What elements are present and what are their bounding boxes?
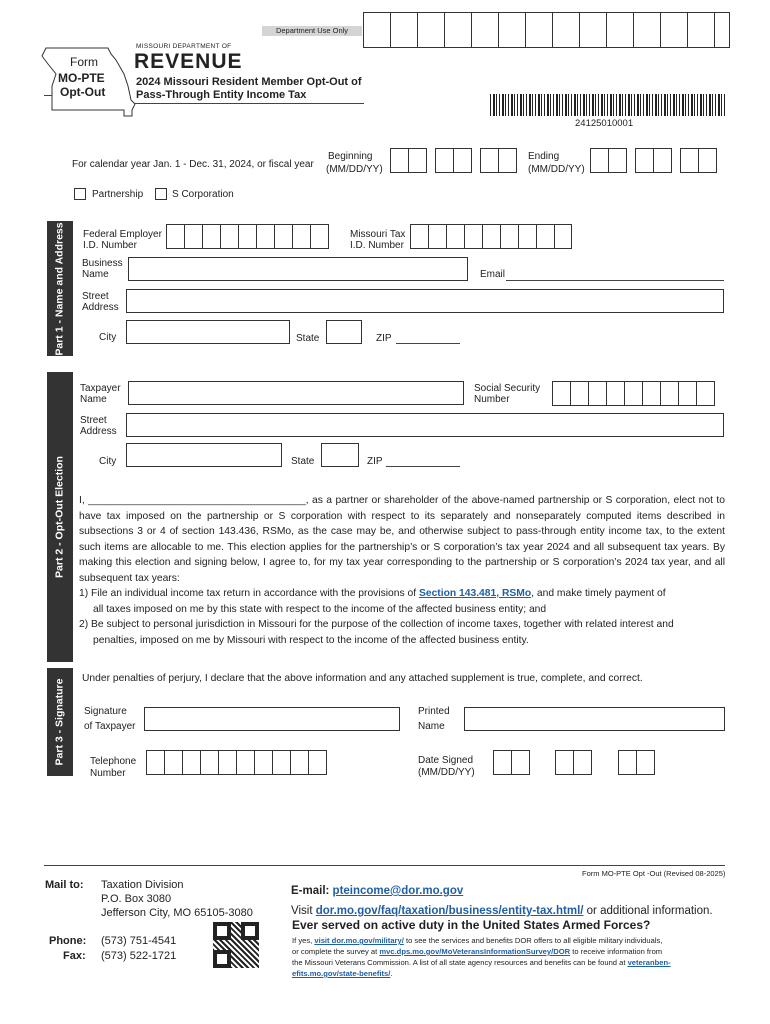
p2-street-address-input[interactable] [126,413,724,437]
mail-line-2: P.O. Box 3080 [101,893,172,905]
calendar-year-text: For calendar year Jan. 1 - Dec. 31, 2024, or fiscal year [72,159,314,170]
s-corporation-label: S Corporation [172,189,234,200]
form-code-dash [44,95,52,96]
barcode [490,94,725,116]
date-signed-label-1: Date Signed [418,755,474,766]
entity-tax-link[interactable]: dor.mo.gov/faq/taxation/business/entity-tax.html/ [315,905,584,917]
email-input[interactable] [506,280,724,281]
form-title-line2: Pass-Through Entity Income Tax [136,89,307,101]
department-use-label: Department Use Only [262,26,362,36]
armed-forces-heading: Ever served on active duty in the United States Armed Forces? [292,918,651,932]
mo-tax-id-label-1: Missouri Tax [350,229,406,240]
form-code-line1: MO-PTE [58,71,105,85]
taxpayer-name-input[interactable] [128,381,464,405]
military-link[interactable]: visit dor.mo.gov/military/ [314,936,404,945]
street-label-2: Address [82,302,119,313]
perjury-statement: Under penalties of perjury, I declare that the above information and any attached supplement is true, complete, and correct. [82,673,643,684]
zip-input[interactable] [396,343,460,344]
mo-tax-id-label-2: I.D. Number [350,240,404,251]
s-corporation-checkbox[interactable] [155,188,167,200]
title-rule [134,103,364,104]
phone-value: (573) 751-4541 [101,935,177,947]
p2-city-input[interactable] [126,443,282,467]
ssn-label-1: Social Security [474,383,541,394]
email-contact: E-mail: pteincome@dor.mo.gov [291,885,464,897]
election-item-1-line2: all taxes imposed on me by this state with respect to the income of the affected business entity; and [93,604,547,615]
agency-small-text: MISSOURI DEPARTMENT OF [136,43,232,50]
partnership-label: Partnership [92,189,144,200]
veterans-survey-link[interactable]: mvc.dps.mo.gov/MoVeteransInformationSurvey/DOR [379,947,571,956]
form-title-line1: 2024 Missouri Resident Member Opt-Out of [136,76,362,88]
printed-name-input[interactable] [464,707,725,731]
business-name-input[interactable] [128,257,468,281]
beginning-format: (MM/DD/YY) [326,164,383,175]
printed-name-label-1: Printed [418,706,450,717]
agency-logo: REVENUE [134,50,243,73]
state-input[interactable] [326,320,362,344]
p2-state-input[interactable] [321,443,359,467]
printed-name-label-2: Name [418,721,445,732]
city-label: City [99,332,117,343]
business-name-label-2: Name [82,269,109,280]
signature-label-1: Signature [84,706,127,717]
election-item-2: 2) Be subject to personal jurisdiction in Missouri for the purpose of the collection of income taxes, together with related interest and [79,619,674,630]
visit-line: Visit dor.mo.gov/faq/taxation/business/entity-tax.html/ or additional information. [291,905,713,917]
ssn-label-2: Number [474,394,510,405]
part2-bar: Part 2 - Opt-Out Election [47,372,73,662]
part1-bar: Part 1 - Name and Address [47,221,73,356]
date-signed-label-2: (MM/DD/YY) [418,767,475,778]
signature-input[interactable] [144,707,400,731]
partnership-checkbox[interactable] [74,188,86,200]
p2-zip-label: ZIP [367,456,383,467]
email-label: Email [480,269,506,280]
ending-label: Ending [528,151,560,162]
footer-rule [44,865,725,866]
section-143-481-link[interactable]: Section 143.481, RSMo [418,588,532,599]
street-label-1: Street [82,291,109,302]
military-line-4: efits.mo.gov/state-benefits/. [292,969,393,978]
election-paragraph: I, ______________________________________, as a partner or shareholder of the above-named partnership or S corporation, elect not to have tax imposed on the partnership or S corporation with respect to its separately and nonseparately computed items described in subsections 3 or 4 of section 143.436, RSMo, as the case may be, and otherwise subject to pass-through entity income tax, to the extent such items are allocable to me. This election applies for the partnership’s or S corporation’s tax year 2024 and all subsequent tax years. By making this election and signing below, I agree to, for my tax year corresponding to the partnership or S corporation’s 2024 tax year, and all subsequent tax years: [79,495,725,584]
city-input[interactable] [126,320,290,344]
fein-label-2: I.D. Number [83,240,137,251]
qr-code-icon[interactable] [213,922,259,968]
fax-label: Fax: [63,950,86,962]
mail-line-3: Jefferson City, MO 65105-3080 [101,907,253,919]
form-code-line2: Opt-Out [60,85,106,99]
fein-label-1: Federal Employer [83,229,162,240]
p2-state-label: State [291,456,315,467]
email-link[interactable]: pteincome@dor.mo.gov [332,885,464,897]
election-item-1: 1) File an individual income tax return in accordance with the provisions of Section 143.481, RSMo, and make timely payment of [79,588,666,599]
veteran-benefits-link[interactable]: veteranben- [627,958,671,967]
signature-label-2: of Taxpayer [84,721,136,732]
military-line-2: or complete the survey at mvc.dps.mo.gov/MoVeteransInformationSurvey/DOR to receive information from [292,947,663,956]
business-name-label-1: Business [82,258,123,269]
p2-city-label: City [99,456,117,467]
beginning-label: Beginning [328,151,373,162]
zip-label: ZIP [376,333,392,344]
part3-bar: Part 3 - Signature [47,668,73,776]
ending-format: (MM/DD/YY) [528,164,585,175]
mail-to-label: Mail to: [45,879,84,891]
state-label: State [296,333,320,344]
barcode-number: 24125010001 [575,118,634,129]
telephone-label-1: Telephone [90,756,137,767]
p2-street-label-2: Address [80,426,117,437]
form-revision: Form MO-PTE Opt -Out (Revised 08-2025) [582,869,726,878]
military-line-1: If yes, visit dor.mo.gov/military/ to see the services and benefits DOR offers to all eligible military individuals, [292,936,663,945]
p2-street-label-1: Street [80,415,107,426]
phone-label: Phone: [49,935,87,947]
telephone-label-2: Number [90,768,126,779]
mail-line-1: Taxation Division [101,879,184,891]
p2-zip-input[interactable] [386,466,460,467]
taxpayer-name-label-1: Taxpayer [80,383,121,394]
military-line-3: the Missouri Veterans Commission. A list of all state agency resources and benefits can be found at veteranben- [292,958,671,967]
taxpayer-name-label-2: Name [80,394,107,405]
election-item-2-line2: penalties, imposed on me by Missouri with respect to the income of the affected business entity. [93,635,529,646]
fax-value: (573) 522-1721 [101,950,177,962]
veteran-benefits-link-cont[interactable]: efits.mo.gov/state-benefits/ [292,969,391,978]
street-address-input[interactable] [126,289,724,313]
form-word: Form [70,55,98,69]
